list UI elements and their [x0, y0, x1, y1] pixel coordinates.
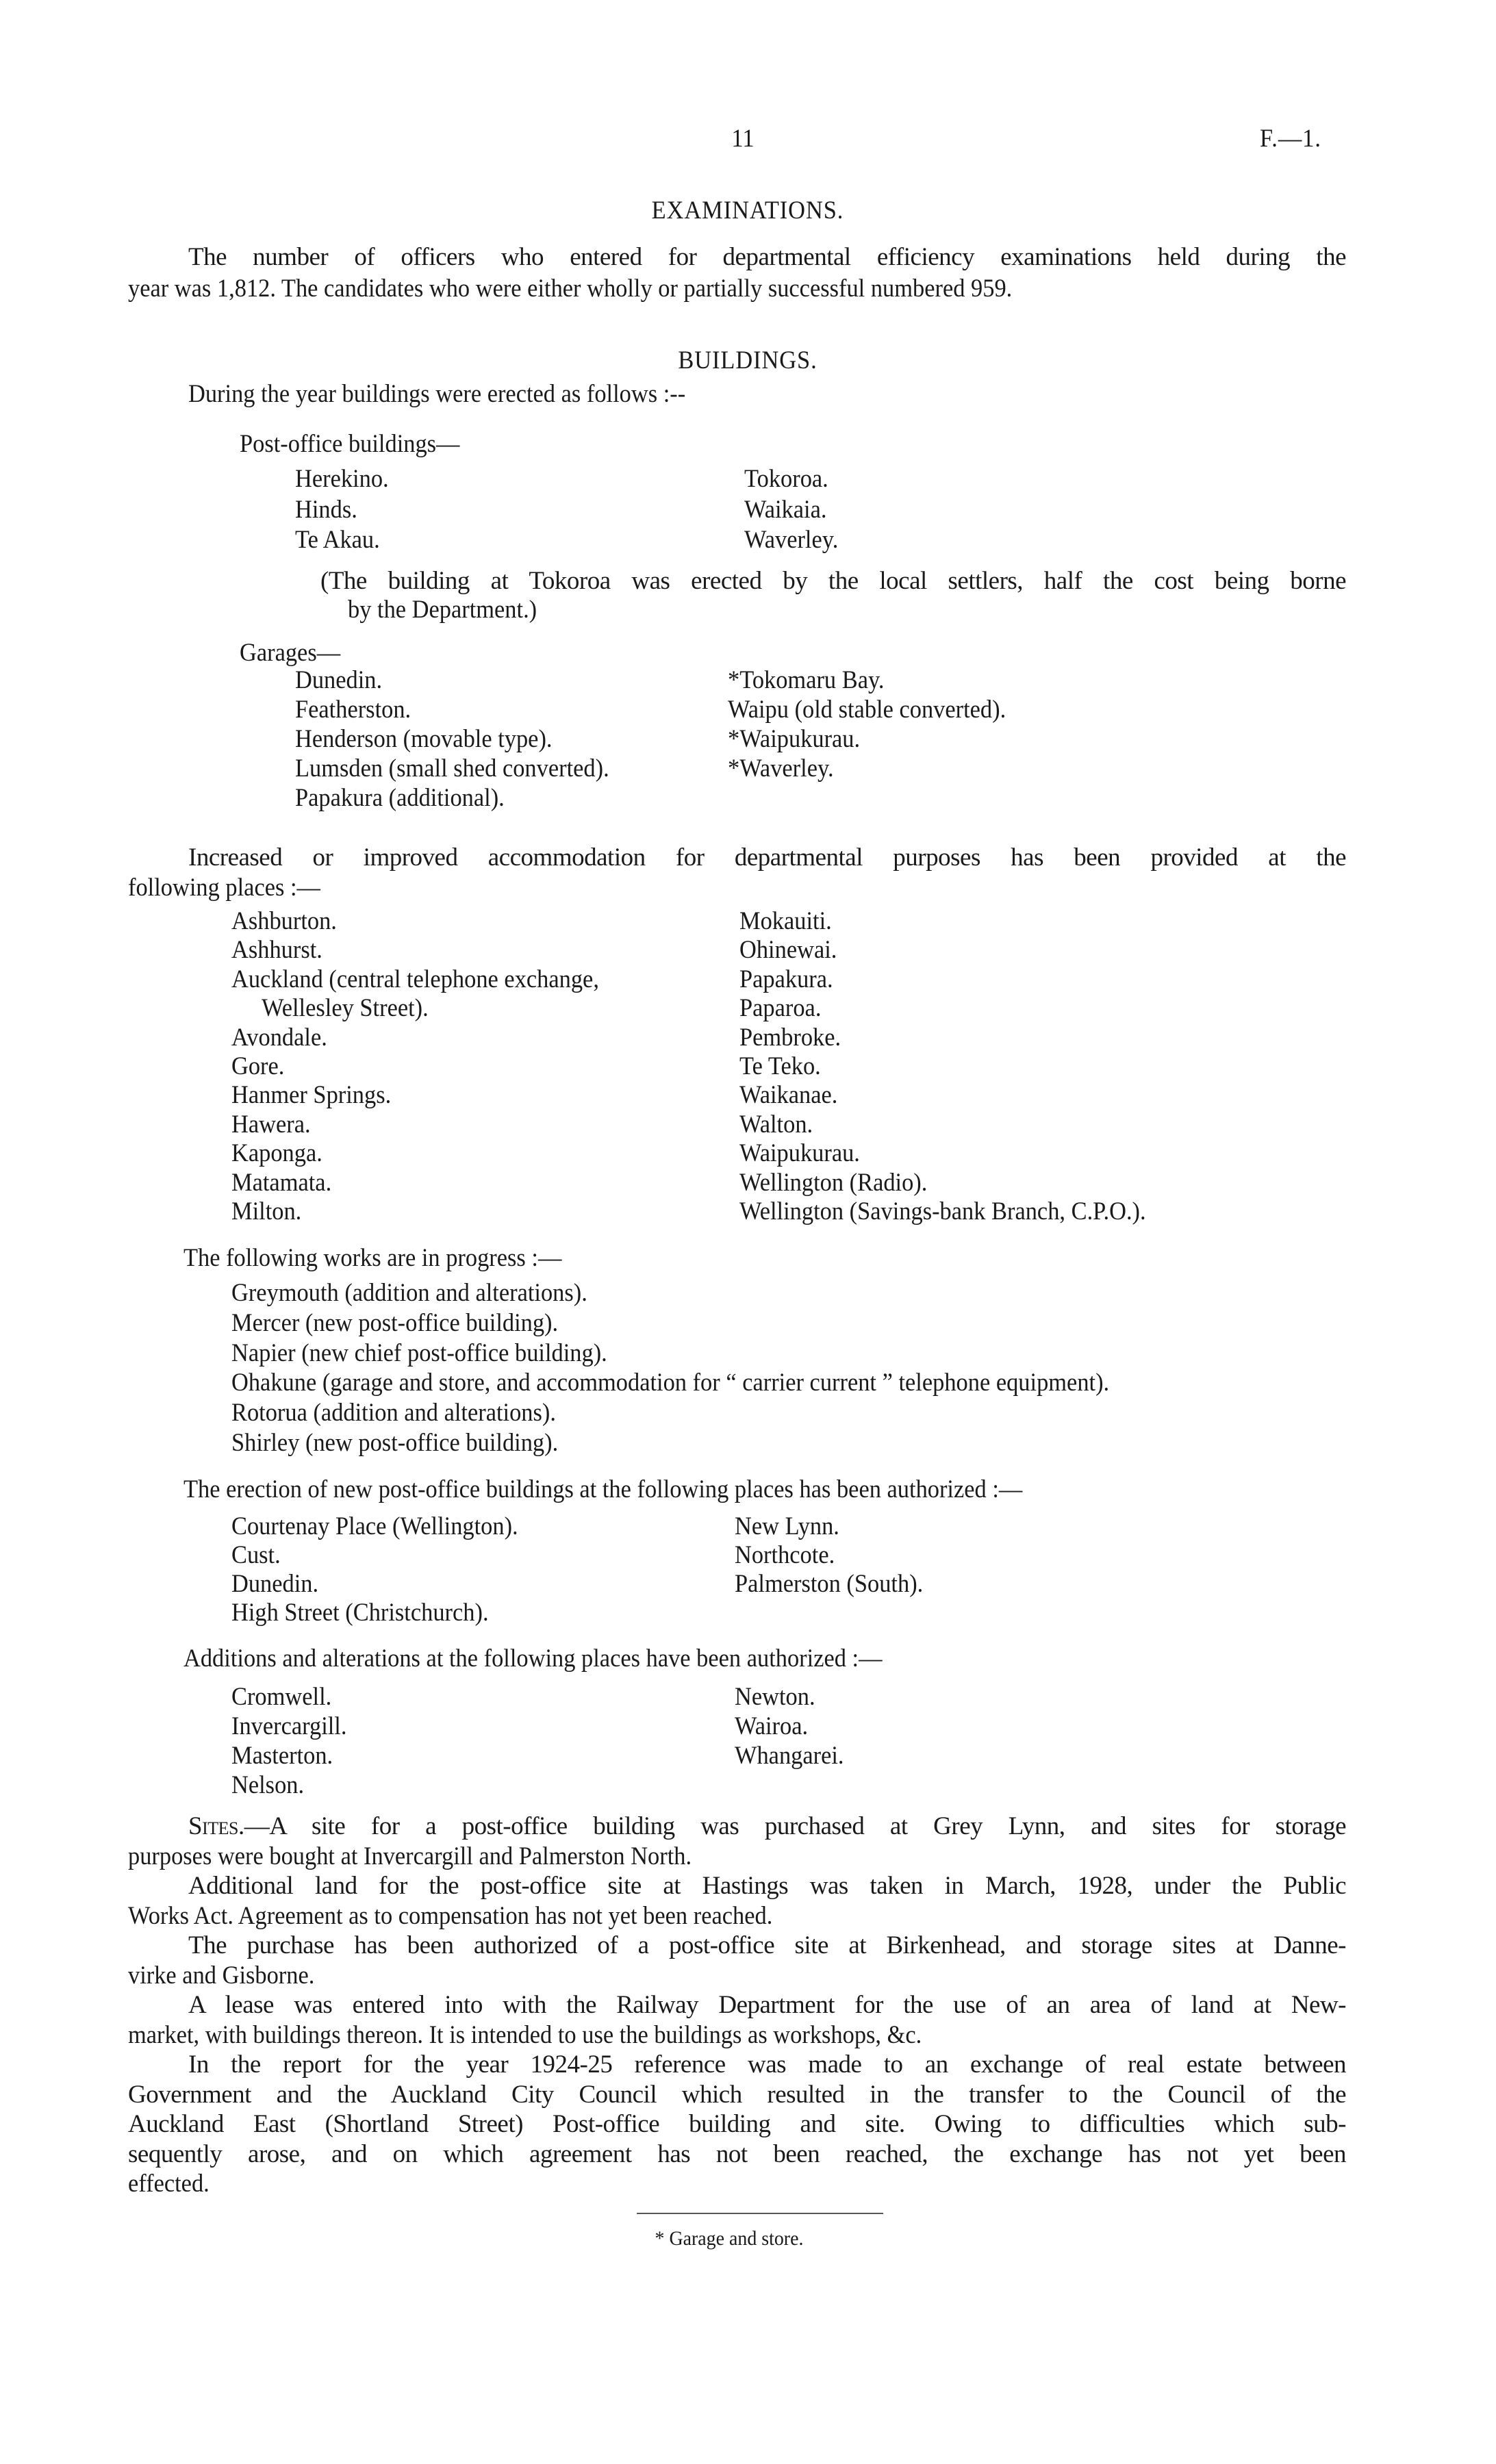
- list-item: Paparoa.: [739, 994, 822, 1023]
- list-item: Papakura (additional).: [295, 784, 505, 812]
- paragraph-line: The purchase has been authorized of a post-office site at Birkenhead, and storage sites at Danne-: [188, 1931, 1346, 1959]
- list-item: Papakura.: [739, 965, 833, 993]
- paragraph-line: [188, 1812, 1346, 1842]
- paragraph-line: A lease was entered into with the Railway Department for the use of an area of land at New-: [188, 1991, 1346, 2019]
- list-item: Newton.: [735, 1683, 815, 1711]
- list-item: Herekino.: [295, 465, 389, 493]
- list-item: Waipukurau.: [739, 1139, 860, 1168]
- list-item: Te Teko.: [739, 1052, 821, 1080]
- list-item: Cust.: [231, 1541, 281, 1569]
- list-item: Milton.: [231, 1197, 302, 1225]
- footnote-divider: [637, 2213, 883, 2214]
- paragraph-line: following places :—: [128, 874, 320, 902]
- list-item: Greymouth (addition and alterations).: [231, 1279, 587, 1307]
- list-item: Northcote.: [735, 1541, 835, 1569]
- paragraph-line: The erection of new post-office buildings at the following places has been authorized :—: [183, 1475, 1023, 1503]
- list-item: Ashburton.: [231, 907, 337, 935]
- list-item: Hinds.: [295, 495, 357, 524]
- list-item: Gore.: [231, 1052, 285, 1080]
- list-item: Avondale.: [231, 1023, 327, 1052]
- list-item: Waipu (old stable converted).: [728, 696, 1006, 724]
- paragraph-line: Government and the Auckland City Council which resulted in the transfer to the Council of the: [128, 2080, 1346, 2109]
- paragraph-line: During the year buildings were erected as follows :--: [188, 380, 686, 408]
- list-item: Palmerston (South).: [735, 1570, 924, 1598]
- list-item: Napier (new chief post-office building).: [231, 1338, 607, 1367]
- note-line: (The building at Tokoroa was erected by the local settlers, half the cost being borne: [320, 567, 1346, 595]
- list-item: Whangarei.: [735, 1742, 844, 1770]
- subheading-garages: Garages—: [240, 639, 341, 667]
- paragraph-line: Works Act. Agreement as to compensation has not yet been reached.: [128, 1901, 773, 1930]
- document-code: F.—1.: [1260, 125, 1321, 153]
- list-item: Ohakune (garage and store, and accommodation for “ carrier current ” telephone equipment).: [231, 1369, 1110, 1397]
- list-item: Walton.: [739, 1110, 813, 1139]
- list-item: Tokoroa.: [744, 465, 828, 493]
- list-item: Pembroke.: [739, 1023, 841, 1052]
- list-item: *Waverley.: [728, 754, 834, 783]
- list-item: Wairoa.: [735, 1712, 809, 1740]
- list-item: Waikaia.: [744, 495, 827, 524]
- list-item: Wellesley Street).: [262, 994, 429, 1023]
- paragraph-text: —A site for a post-office building was purchased at Grey Lynn, and sites for storage: [244, 1812, 1346, 1840]
- list-item: Ohinewai.: [739, 936, 837, 965]
- paragraph-line: Auckland East (Shortland Street) Post-office building and site. Owing to difficulties which sub-: [128, 2110, 1346, 2138]
- list-item: Hawera.: [231, 1110, 311, 1139]
- list-item: Wellington (Radio).: [739, 1168, 928, 1197]
- list-item: Ashhurst.: [231, 936, 322, 965]
- list-item: Shirley (new post-office building).: [231, 1429, 559, 1457]
- note-line: by the Department.): [348, 596, 537, 624]
- sites-label: Sites.: [188, 1812, 244, 1840]
- list-item: Matamata.: [231, 1168, 332, 1197]
- page-number: 11: [731, 125, 755, 153]
- paragraph-line: purposes were bought at Invercargill and Palmerston North.: [128, 1842, 692, 1870]
- list-item: *Waipukurau.: [728, 725, 861, 753]
- paragraph-line: In the report for the year 1924-25 reference was made to an exchange of real estate between: [188, 2050, 1346, 2079]
- list-item: *Tokomaru Bay.: [728, 666, 885, 694]
- list-item: Wellington (Savings-bank Branch, C.P.O.).: [739, 1197, 1146, 1225]
- list-item: Hanmer Springs.: [231, 1081, 392, 1110]
- list-item: Cromwell.: [231, 1683, 332, 1711]
- list-item: Kaponga.: [231, 1139, 322, 1168]
- paragraph-line: year was 1,812. The candidates who were either wholly or partially successful numbered 959.: [128, 275, 1013, 303]
- list-item: Mokauiti.: [739, 907, 832, 935]
- list-item: New Lynn.: [735, 1512, 839, 1540]
- footnote: * Garage and store.: [655, 2227, 804, 2250]
- list-item: Dunedin.: [295, 666, 383, 694]
- list-item: Auckland (central telephone exchange,: [231, 965, 599, 993]
- subheading-post-office-buildings: Post-office buildings—: [240, 430, 460, 458]
- paragraph-line: The number of officers who entered for departmental efficiency examinations held during the: [188, 243, 1346, 271]
- paragraph-line: virke and Gisborne.: [128, 1961, 315, 1990]
- list-item: Waikanae.: [739, 1081, 838, 1110]
- paragraph-line: effected.: [128, 2170, 210, 2198]
- paragraph-line: The following works are in progress :—: [183, 1244, 562, 1272]
- list-item: Masterton.: [231, 1742, 333, 1770]
- paragraph-line: sequently arose, and on which agreement has not been reached, the exchange has not yet been: [128, 2139, 1346, 2168]
- paragraph-line: Additional land for the post-office site at Hastings was taken in March, 1928, under the Public: [188, 1872, 1346, 1900]
- list-item: Mercer (new post-office building).: [231, 1308, 559, 1337]
- paragraph-line: Additions and alterations at the following places have been authorized :—: [183, 1644, 883, 1673]
- list-item: Lumsden (small shed converted).: [295, 754, 609, 783]
- list-item: Featherston.: [295, 696, 411, 724]
- list-item: Nelson.: [231, 1771, 305, 1799]
- section-heading-buildings: BUILDINGS.: [678, 346, 817, 374]
- list-item: Dunedin.: [231, 1570, 319, 1598]
- list-item: Waverley.: [744, 526, 839, 554]
- paragraph-line: Increased or improved accommodation for departmental purposes has been provided at the: [188, 843, 1346, 872]
- list-item: High Street (Christchurch).: [231, 1599, 489, 1627]
- list-item: Te Akau.: [295, 526, 380, 554]
- section-heading-examinations: EXAMINATIONS.: [651, 196, 844, 225]
- list-item: Invercargill.: [231, 1712, 347, 1740]
- paragraph-line: market, with buildings thereon. It is intended to use the buildings as workshops, &c.: [128, 2020, 922, 2049]
- list-item: Henderson (movable type).: [295, 725, 553, 753]
- list-item: Courtenay Place (Wellington).: [231, 1512, 518, 1540]
- list-item: Rotorua (addition and alterations).: [231, 1399, 556, 1427]
